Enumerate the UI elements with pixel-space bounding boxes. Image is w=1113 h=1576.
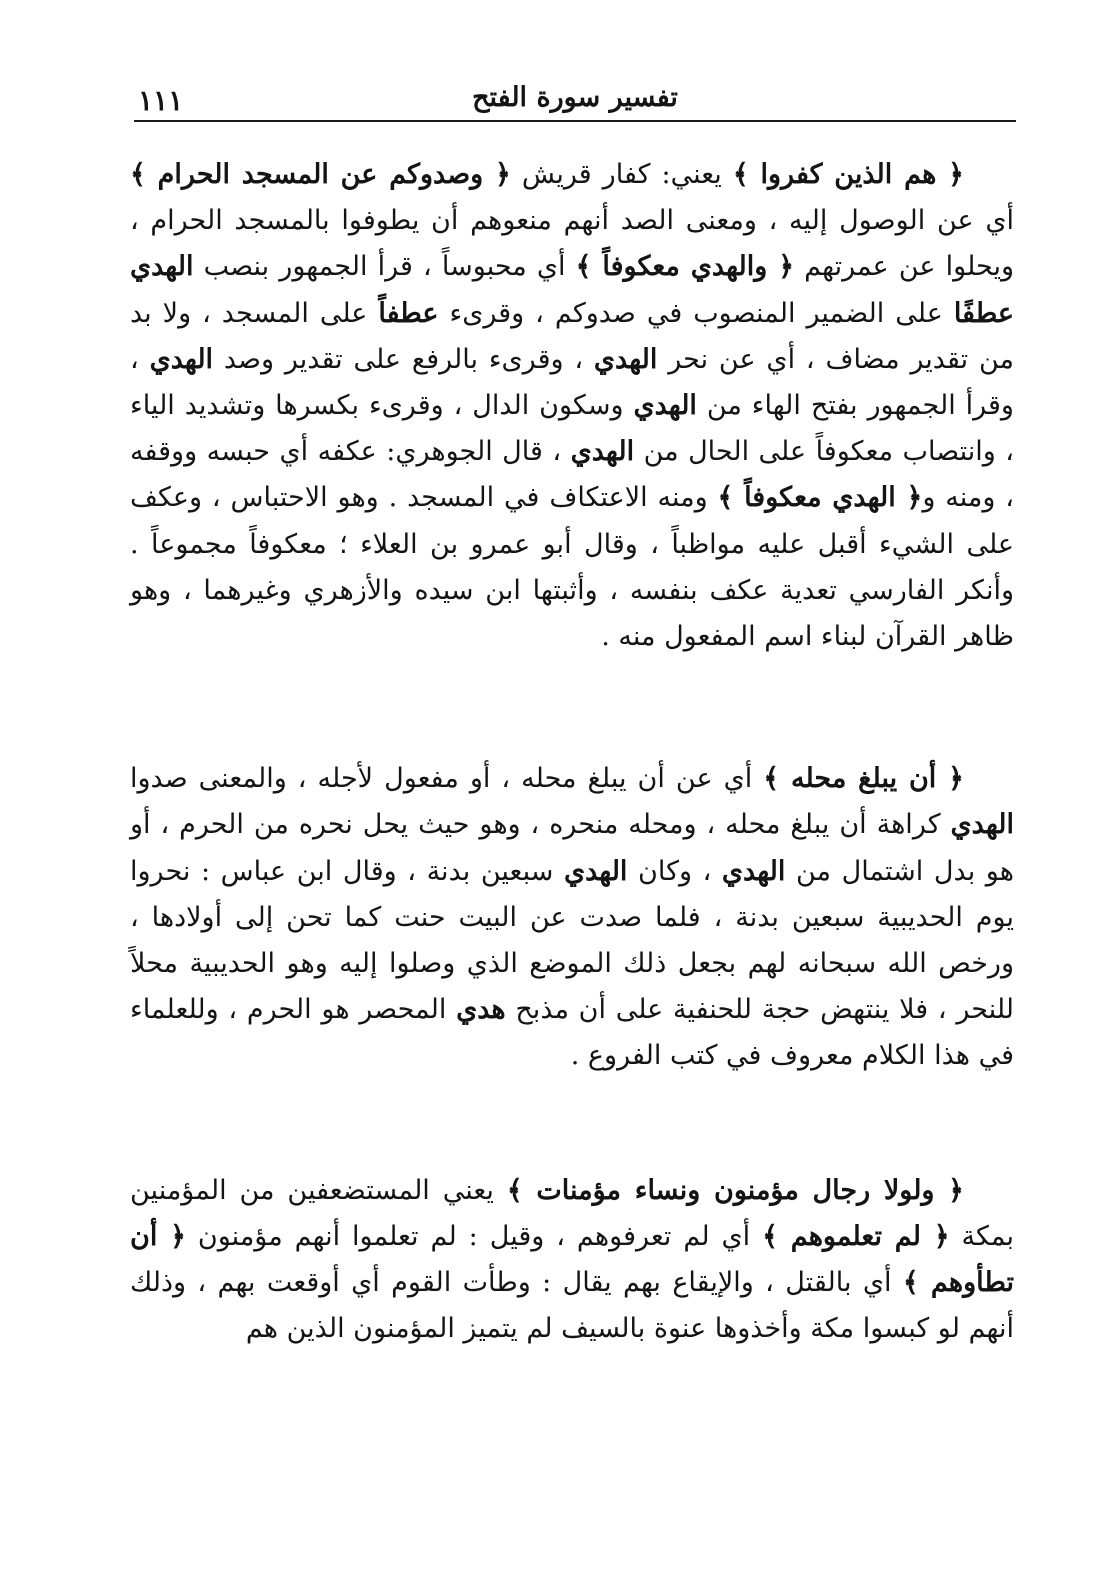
page-body [130, 152, 1014, 1352]
bold-term: الهدي [633, 390, 697, 422]
text-run: يعني المستضعفين من المؤمنين بمكة [130, 1174, 1014, 1252]
quran-quote: ﴿ والهدي معكوفاً ﴾ [575, 251, 795, 283]
bold-term: الهدي [593, 343, 658, 375]
text-run: على المسجد ، ولا بد من تقدير مضاف ، أي عن نحر [130, 297, 1015, 375]
text-run: ومنه الاعتكاف في المسجد . وهو الاحتباس ، وعكف على الشيء أقبل عليه مواظباً ، وقال أبو عمرو بن العلاء ؛ معكوفاً مجموعاً . وأنكر الفارسي تعدية عكف بنفسه ، وأثبتها ابن سيده والأزهري وغيرهما ، وهو ظاهر القرآن لبناء اسم المفعول منه . [130, 482, 1014, 653]
text-run: أي بالقتل ، والإيقاع بهم يقال : وطأت القوم أي أوقعت بهم ، وذلك أنهم لو كبسوا مكة وأخذوها عنوة بالسيف لم يتميز المؤمنون الذين هم [130, 1267, 1014, 1345]
text-run: يعني: كفار قريش [510, 159, 733, 190]
text-run: المحصر هو الحرم ، وللعلماء في هذا الكلام معروف في كتب الفروع . [130, 994, 1014, 1072]
text-run: أي محبوساً ، قرأ الجمهور بنصب [193, 251, 576, 283]
page-number: ١١١ [138, 84, 184, 117]
paragraph [130, 1168, 1014, 1353]
text-run: أي عن الوصول إليه ، ومعنى الصد أنهم منعوهم أن يطوفوا بالمسجد الحرام ، ويحلوا عن عمرتهم [130, 205, 1015, 283]
text-run: وسكون الدال ، وقرىء بكسرها وتشديد الياء ، وانتصاب معكوفاً على الحال من [130, 390, 1014, 468]
text-run: أي عن أن يبلغ محله ، أو مفعول لأجله ، والمعنى صدوا [130, 763, 764, 795]
quran-quote: ﴿ الهدي معكوفاً ﴾ [717, 482, 923, 514]
quran-quote: ﴿ هم الذين كفروا ﴾ [732, 159, 965, 190]
paragraph [130, 152, 1014, 660]
text-run: ، وكان [627, 855, 722, 887]
quran-quote: ﴿ أن تطأوهم ﴾ [130, 1220, 1015, 1299]
bold-term: الهدي [563, 855, 628, 887]
text-run: ، قال الجوهري: عكفه أي حبسه ووقفه ، ومنه و [130, 436, 1014, 514]
text-run: ، وقرأ الجمهور بفتح الهاء من [130, 343, 1014, 422]
bold-term: عطفاً [378, 297, 439, 329]
bold-term: الهدي [721, 855, 786, 887]
running-title: تفسير سورة الفتح [472, 82, 678, 113]
paragraph [130, 756, 1014, 1079]
text-run: كراهة أن يبلغ محله ، ومحله منحره ، وهو حيث يحل نحره من الحرم ، أو هو بدل اشتمال من [130, 809, 1014, 887]
text-run: أي لم تعرفوهم ، وقيل : لم تعلموا أنهم مؤمنون [185, 1220, 763, 1252]
page-header [134, 78, 1016, 122]
quran-quote: ﴿ وصدوكم عن المسجد الحرام ﴾ [130, 159, 511, 190]
quran-quote: ﴿ أن يبلغ محله ﴾ [763, 763, 964, 795]
bold-term: عطفًا [953, 297, 1014, 329]
bold-term: الهدي [570, 436, 635, 468]
text-run: سبعين بدنة ، وقال ابن عباس : نحروا يوم الحديبية سبعين بدنة ، فلما صدت عن البيت حنت كما تحن إلى أولادها ، ورخص الله سبحانه لهم بجعل ذلك الموضع الذي وصلوا إليه وهو الحديبية محلاً للنحر ، فلا ينتهض حجة للحنفية على أن مذبح [130, 855, 1014, 1026]
bold-term: الهدي [130, 251, 194, 283]
bold-term: الهدي [149, 343, 214, 375]
quran-quote: ﴿ ولولا رجال مؤمنون ونساء مؤمنات ﴾ [506, 1174, 965, 1206]
text-run: على الضمير المنصوب في صدوكم ، وقرىء [438, 297, 954, 329]
text-run: ، وقرىء بالرفع على تقدير وصد [213, 343, 594, 375]
bold-term: الهدي [950, 809, 1014, 841]
quran-quote: ﴿ لم تعلموهم ﴾ [762, 1220, 950, 1252]
bold-term: هدي [456, 994, 506, 1026]
